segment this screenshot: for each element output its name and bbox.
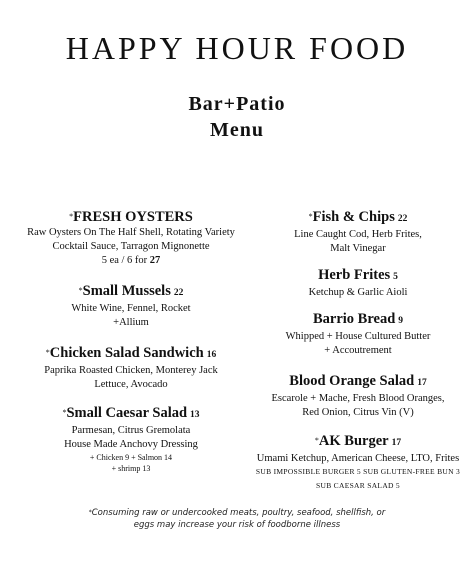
raw-star: * xyxy=(45,348,50,357)
item-title: Fish & Chips xyxy=(312,209,395,225)
menu-item-fish-and-chips xyxy=(252,208,464,256)
item-addon-line: + Chicken 9 + Salmon 14 xyxy=(89,453,173,462)
item-desc-line: Red Onion, Citrus Vin (V) xyxy=(302,407,414,418)
footnote-line: eggs may increase your risk of foodborne illness xyxy=(133,520,341,530)
item-desc-line: +Allium xyxy=(113,317,149,328)
item-desc-line: Ketchup & Garlic Aioli xyxy=(308,287,408,298)
item-name xyxy=(12,208,250,226)
item-name xyxy=(12,404,250,424)
menu-subtitle-menu: Menu xyxy=(210,119,264,141)
raw-star: * xyxy=(78,286,83,295)
item-title: AK Burger xyxy=(318,433,389,449)
menu-column-right xyxy=(252,208,464,491)
item-desc-line: Cocktail Sauce, Tarragon Mignonette xyxy=(52,241,210,252)
item-desc-line: Lettuce, Avocado xyxy=(94,379,168,390)
item-name xyxy=(252,372,464,392)
item-title: Blood Orange Salad xyxy=(289,373,415,389)
item-price: 17 xyxy=(417,378,427,388)
menu-item-barrio-bread xyxy=(252,310,464,358)
price-bold: 27 xyxy=(149,255,161,266)
item-name xyxy=(252,310,464,330)
footnote-line xyxy=(0,507,474,519)
item-price: 13 xyxy=(190,410,200,420)
item-desc-line: Parmesan, Citrus Gremolata xyxy=(71,425,191,436)
item-name xyxy=(252,266,464,286)
raw-star: * xyxy=(308,212,313,221)
item-name xyxy=(12,344,250,364)
menu-item-small-mussels xyxy=(12,282,250,330)
item-desc-line: House Made Anchovy Dressing xyxy=(64,439,198,450)
item-title: Barrio Bread xyxy=(312,311,396,327)
item-desc-line: + Accoutrement xyxy=(324,345,392,356)
item-desc-line: White Wine, Fennel, Rocket xyxy=(71,303,191,314)
raw-star: * xyxy=(88,509,92,516)
item-desc-line: Malt Vinegar xyxy=(330,243,386,254)
menu-item-small-caesar-salad xyxy=(12,404,250,474)
item-desc-line: Raw Oysters On The Half Shell, Rotating Variety xyxy=(27,227,235,238)
item-name xyxy=(252,208,464,228)
item-price: 22 xyxy=(173,288,184,298)
item-desc-line: Line Caught Cod, Herb Frites, xyxy=(294,229,422,240)
item-price: 17 xyxy=(391,438,402,448)
raw-star: * xyxy=(69,212,74,221)
menu-item-blood-orange-salad xyxy=(252,372,464,420)
menu-item-fresh-oysters xyxy=(12,208,250,268)
item-sub-option: SUB CAESAR SALAD 5 xyxy=(316,481,400,490)
item-title: FRESH OYSTERS xyxy=(73,209,193,225)
footnote-text: Consuming raw or undercooked meats, poultry, seafood, shellfish, or xyxy=(91,508,386,518)
raw-star: * xyxy=(314,436,319,445)
menu-item-herb-frites xyxy=(252,266,464,300)
item-price: 16 xyxy=(206,350,217,360)
item-price: 22 xyxy=(397,214,408,224)
item-desc-line: Whipped + House Cultured Butter xyxy=(285,331,431,342)
item-addon-line: + shrimp 13 xyxy=(111,464,151,473)
menu-title: HAPPY HOUR FOOD xyxy=(65,30,409,66)
item-title: Chicken Salad Sandwich xyxy=(49,345,204,361)
menu-column-left xyxy=(12,208,250,474)
item-price-line xyxy=(12,254,250,268)
item-desc-line: Escarole + Mache, Fresh Blood Oranges, xyxy=(271,393,445,404)
item-price: 5 xyxy=(393,272,398,282)
item-title: Small Caesar Salad xyxy=(66,405,188,421)
item-desc-line: Paprika Roasted Chicken, Monterey Jack xyxy=(44,365,218,376)
item-name xyxy=(252,432,464,452)
item-title: Herb Frites xyxy=(318,267,391,283)
item-name xyxy=(12,282,250,302)
menu-subtitle-bar-patio: Bar+Patio xyxy=(188,93,286,115)
item-price: 9 xyxy=(398,316,404,326)
item-desc-line: Umami Ketchup, American Cheese, LTO, Frites xyxy=(256,453,460,464)
menu-item-ak-burger xyxy=(252,432,464,491)
item-title: Small Mussels xyxy=(82,283,171,299)
raw-star: * xyxy=(62,408,67,417)
item-sub-option: SUB IMPOSSIBLE BURGER 5 SUB GLUTEN-FREE BUN 3 xyxy=(255,467,461,476)
menu-item-chicken-salad-sandwich xyxy=(12,344,250,392)
price-text: 5 ea / 6 for xyxy=(101,255,150,266)
consumer-advisory-footnote xyxy=(0,507,474,531)
